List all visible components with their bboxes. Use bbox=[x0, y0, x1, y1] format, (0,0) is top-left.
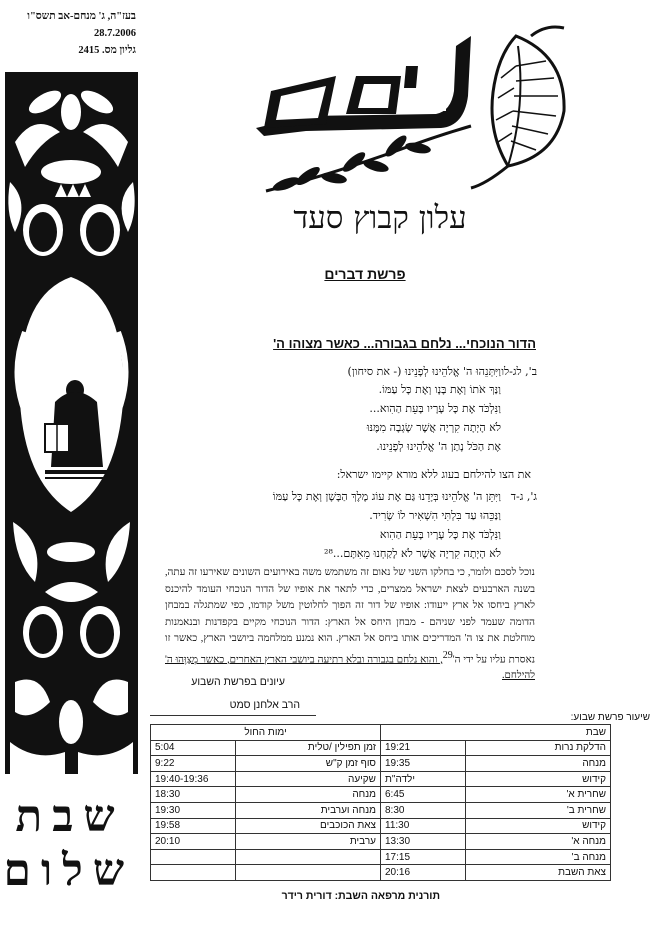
newsletter-subtitle: עלון קבוץ סעד bbox=[293, 200, 467, 236]
shabbat-label: שחרית ב' bbox=[466, 802, 611, 818]
verse-line: וַנַּכֵּהוּ עַד בִּלְתִּי הִשְׁאִיר לוֹ שָׂרִיד. bbox=[369, 509, 501, 522]
decorative-side-panel bbox=[5, 72, 138, 774]
table-header-row bbox=[151, 725, 611, 741]
verse-line: וַנִּלְכֹּד אֶת כָּל עָרָיו בָּעֵת הַהִוא bbox=[379, 528, 501, 541]
table-row bbox=[151, 756, 611, 772]
shabbat-time: 19:35 bbox=[381, 756, 466, 772]
verse-line: וַיִּתְּנֵהוּ ה' אֱלֹהֵינוּ לְפָנֵינוּ (- את סיחון) bbox=[347, 365, 501, 378]
quote-1-reference: ב', לג-לו bbox=[501, 365, 537, 378]
weekday-time: 9:22 bbox=[151, 756, 236, 772]
quote-2-intro: את הצו להילחם בעוג ללא מורא קיימו ישראל: bbox=[336, 468, 531, 481]
shabbat-time: 6:45 bbox=[381, 787, 466, 803]
article-body bbox=[165, 565, 535, 685]
section-label: עיונים בפרשת השבוע bbox=[191, 676, 285, 688]
author-name: הרב אלחנן סמט bbox=[229, 699, 300, 711]
shabbat-label: מנחה א' bbox=[466, 834, 611, 850]
table-row bbox=[151, 740, 611, 756]
weekday-time: 20:10 bbox=[151, 834, 236, 850]
shabbat-time: 8:30 bbox=[381, 802, 466, 818]
shabbat-time: ילדה"ת bbox=[381, 771, 466, 787]
leaf-logo-icon bbox=[246, 16, 586, 196]
greeting-line-2: שלום bbox=[3, 845, 134, 896]
greeting-line-1: שבת bbox=[15, 791, 125, 842]
parasha-title: פרשת דברים bbox=[324, 266, 406, 282]
weekday-header: ימות החול bbox=[151, 725, 381, 741]
footnote-marker: 29 bbox=[442, 649, 453, 661]
weekday-time bbox=[151, 849, 236, 865]
quote-2-reference: ג', ג-ד bbox=[510, 490, 537, 503]
table-row bbox=[151, 865, 611, 881]
weekday-label: שקיעה bbox=[236, 771, 381, 787]
shabbat-label: מנחה ב' bbox=[466, 849, 611, 865]
shabbat-time: 17:15 bbox=[381, 849, 466, 865]
weekday-label: סוף זמן ק"ש bbox=[236, 756, 381, 772]
weekday-label: זמן תפילין /טלית bbox=[236, 740, 381, 756]
table-row bbox=[151, 802, 611, 818]
weekday-time: 5:04 bbox=[151, 740, 236, 756]
clinic-duty-credit: תורנית מרפאה השבת: דורית רידר bbox=[281, 890, 440, 902]
body-text-part-1: נוכל לסכם ולומר, כי בחלקו השני של נאום זה משתמש משה באירועים השונים שאירעו זה עתה, בשנה הארבעים לצאת ישראל ממצרים, כדי לתאר את אופיו של הדור הנוכחי העומד להיכנס לארץ ביחסו אל ארץ ייעודו: אופיו של דור זה הפוך לחלוטין משל קודמו, כפי שמתגלה במבחן הדומה שעמד לפני שניהם - מבחן היחס אל הארץ: הדור הנוכחי מקיים בקפדנות ובנאמנות מוחלטת את צו ה' המדריכים אותו ביחס אל הארץ. הוא נמנע ממלחמה ביושבי הארץ, כאשר זו נאסרת עליו על ידי ה' bbox=[165, 567, 536, 665]
issue-number: גליון מס. 2415 bbox=[78, 45, 136, 56]
newsletter-logo bbox=[246, 16, 586, 196]
shabbat-label: מנחה bbox=[466, 756, 611, 772]
table-row bbox=[151, 787, 611, 803]
article-title: הדור הנוכחי... נלחם בגבורה... כאשר מצוהו ה' bbox=[273, 336, 536, 351]
weekday-label: מנחה וערבית bbox=[236, 802, 381, 818]
shabbat-label: שחרית א' bbox=[466, 787, 611, 803]
hebrew-date: בעז"ה, ג' מנחם-אב תשס"ו bbox=[27, 11, 136, 22]
weekday-label bbox=[236, 849, 381, 865]
verse-line: לֹא הָיְתָה קִרְיָה אֲשֶׁר לֹא לָקַחְנוּ מֵאִתָּם...²⁸ bbox=[324, 547, 501, 560]
table-row bbox=[151, 834, 611, 850]
shabbat-shalom-greeting bbox=[3, 790, 134, 898]
weekday-time: 19:30 bbox=[151, 802, 236, 818]
verse-line: אֶת הַכֹּל נָתַן ה' אֱלֹהֵינוּ לְפָנֵינוּ. bbox=[376, 440, 501, 453]
weekday-label: מנחה bbox=[236, 787, 381, 803]
shabbat-time: 19:21 bbox=[381, 740, 466, 756]
weekday-label: צאת הכוכבים bbox=[236, 818, 381, 834]
body-text-part-2: , והוא נלחם בגבורה ובלא רתיעה ביושבי הארץ האחרים, כאשר מְצַוֶּהוּ ה' להילחם. bbox=[165, 653, 535, 682]
weekday-time: 19:58 bbox=[151, 818, 236, 834]
table-row bbox=[151, 818, 611, 834]
shabbat-time: 13:30 bbox=[381, 834, 466, 850]
issue-header bbox=[6, 8, 136, 59]
table-row bbox=[151, 771, 611, 787]
weekday-label bbox=[236, 865, 381, 881]
weekday-label: ערבית bbox=[236, 834, 381, 850]
shabbat-time: 20:16 bbox=[381, 865, 466, 881]
verse-line: וַנִּלְכֹּד אֶת כָּל עָרָיו בָּעֵת הַהִוא... bbox=[369, 402, 501, 415]
weekday-time: 18:30 bbox=[151, 787, 236, 803]
shabbat-label: קידוש bbox=[466, 818, 611, 834]
shabbat-time: 11:30 bbox=[381, 818, 466, 834]
shabbat-label: צאת השבת bbox=[466, 865, 611, 881]
verse-line: לֹא הָיְתָה קִרְיָה אֲשֶׁר שָׂגְבָה מִמֶּנּוּ bbox=[366, 421, 501, 434]
gregorian-date: 28.7.2006 bbox=[94, 28, 136, 39]
shabbat-header: שבת bbox=[381, 725, 611, 741]
shabbat-label: הדלקת נרות bbox=[466, 740, 611, 756]
prayer-times-table bbox=[150, 724, 611, 881]
weekday-time bbox=[151, 865, 236, 881]
author-divider bbox=[150, 715, 316, 716]
ornament-pattern-icon bbox=[5, 72, 138, 774]
verse-line: וַיִּתֵּן ה' אֱלֹהֵינוּ בְּיָדֵנוּ גַּם אֶת עוֹג מֶלֶךְ הַבָּשָׁן וְאֶת כָּל עַמּוֹ bbox=[272, 490, 501, 503]
verse-line: וַנַּךְ אֹתוֹ וְאֶת בָּנָו וְאֶת כָּל עַמּוֹ. bbox=[378, 383, 501, 396]
weekday-time: 19:40-19:36 bbox=[151, 771, 236, 787]
table-row bbox=[151, 849, 611, 865]
shabbat-label: קידוש bbox=[466, 771, 611, 787]
shiur-label: שיעור פרשת שבוע: bbox=[570, 712, 650, 723]
